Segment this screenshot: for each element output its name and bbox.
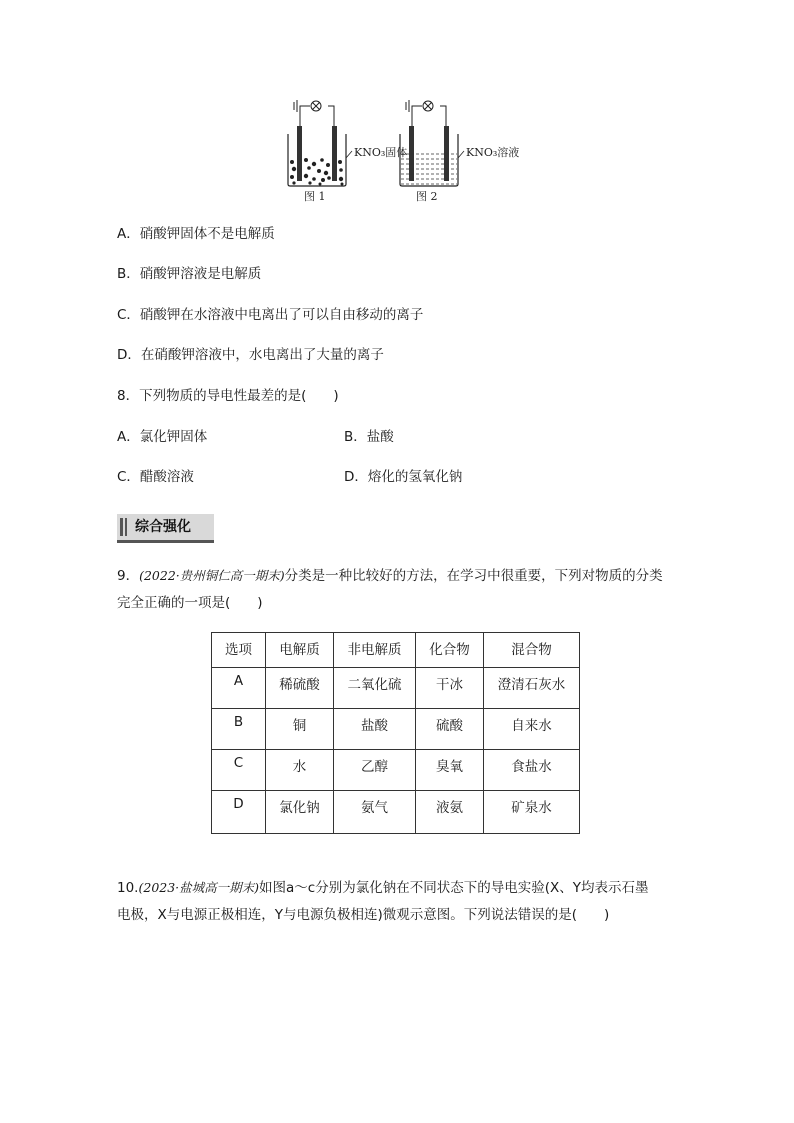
section-bar-decoration [120, 518, 123, 536]
section-shadow [117, 540, 214, 543]
q10-source: (2023·盐城高一期末) [138, 880, 260, 895]
table-cell: 干冰 [416, 668, 484, 709]
table-cell: 二氧化硫 [334, 668, 416, 709]
q8-stem: 8．下列物质的导电性最差的是( ) [117, 388, 339, 404]
table-cell: 矿泉水 [484, 791, 580, 834]
table-cell: 乙醇 [334, 750, 416, 791]
fig1-caption: 图 1 [304, 190, 326, 203]
table-cell: 臭氧 [416, 750, 484, 791]
table-cell: 氯化钠 [266, 791, 334, 834]
q8-option-d: D．熔化的氢氧化钠 [344, 469, 463, 485]
q8-option-c: C．醋酸溶液 [117, 469, 194, 485]
q9-number: 9． [117, 568, 140, 584]
table-cell: C [212, 750, 266, 791]
q10-number: 10. [117, 880, 139, 896]
q7-option-a: A．硝酸钾固体不是电解质 [117, 226, 275, 242]
fig2-caption: 图 2 [416, 190, 438, 203]
q7-option-c: C．硝酸钾在水溶液中电离出了可以自由移动的离子 [117, 307, 424, 323]
table-header-cell: 非电解质 [334, 633, 416, 668]
q10-stem-text: 如图a～c分别为氯化钠在不同状态下的导电实验(X、Y均表示石墨 [259, 880, 649, 896]
table-cell: 盐酸 [334, 709, 416, 750]
table-cell: 自来水 [484, 709, 580, 750]
table-cell: 水 [266, 750, 334, 791]
table-cell: 食盐水 [484, 750, 580, 791]
table-cell: A [212, 668, 266, 709]
conductivity-figure [282, 96, 522, 206]
classification-table [211, 632, 580, 834]
q9-stem [117, 566, 663, 586]
q10-stem-line2: 电极，X与电源正极相连，Y与电源负极相连)微观示意图。下列说法错误的是( ) [117, 907, 610, 923]
q9-source: (2022·贵州铜仁高一期末) [139, 568, 285, 583]
table-cell: B [212, 709, 266, 750]
table-row [212, 791, 580, 834]
table-cell: 铜 [266, 709, 334, 750]
q9-stem-text: 分类是一种比较好的方法，在学习中很重要，下列对物质的分类 [284, 568, 663, 584]
table-row [212, 709, 580, 750]
table-cell: 液氨 [416, 791, 484, 834]
table-header-cell: 选项 [212, 633, 266, 668]
q8-option-b: B．盐酸 [344, 429, 394, 445]
q7-option-b: B．硝酸钾溶液是电解质 [117, 266, 262, 282]
q7-option-d: D．在硝酸钾溶液中，水电离出了大量的离子 [117, 347, 384, 363]
q10-stem [117, 878, 649, 898]
table-cell: 澄清石灰水 [484, 668, 580, 709]
table-row [212, 668, 580, 709]
table-header-cell: 混合物 [484, 633, 580, 668]
table-header-cell: 化合物 [416, 633, 484, 668]
table-cell: 稀硫酸 [266, 668, 334, 709]
table-header-row [212, 633, 580, 668]
beaker-2 [400, 100, 464, 186]
table-cell: 氨气 [334, 791, 416, 834]
table-cell: D [212, 791, 266, 834]
fig2-label: KNO₃溶液 [466, 146, 520, 159]
q8-option-a: A．氯化钾固体 [117, 429, 208, 445]
section-bar-decoration [125, 518, 127, 536]
table-row [212, 750, 580, 791]
table-header-cell: 电解质 [266, 633, 334, 668]
beaker-1 [288, 100, 352, 186]
section-heading [117, 514, 214, 540]
section-title: 综合强化 [135, 519, 191, 535]
fig1-label: KNO₃固体 [354, 146, 408, 159]
table-cell: 硫酸 [416, 709, 484, 750]
q9-stem-line2: 完全正确的一项是( ) [117, 595, 263, 611]
